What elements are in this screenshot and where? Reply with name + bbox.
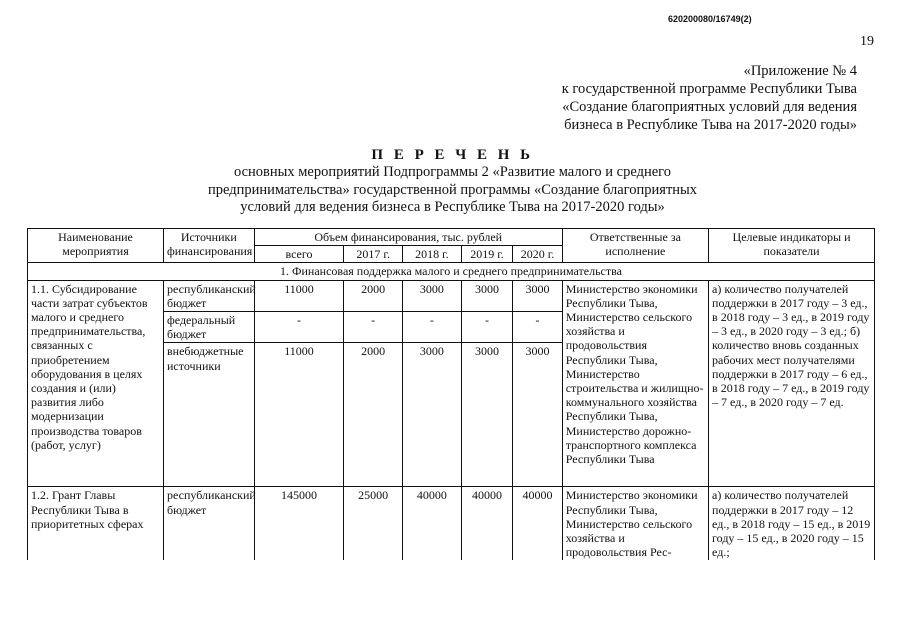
document-id: 620200080/16749(2): [668, 14, 752, 24]
table-row: [28, 487, 875, 561]
document-title: П Е Р Е Ч Е Н Ь: [371, 147, 534, 163]
amount-2018: 3000: [403, 343, 462, 487]
funding-source: республиканский бюджет: [164, 487, 255, 561]
appendix-block: [562, 62, 857, 134]
target-indicators: а) количество получателей поддержки в 2017 году – 3 ед., в 2018 году – 3 ед., в 2019 году – 3 ед., в 2020 году – 3 ед.; б) количество вновь созданных рабочих мест получателями поддержки в 2017 году – 6 ед., в 2018 году – 7 ед., в 2019 году – 7 ед., в 2020 году – 7 ед.: [709, 280, 875, 487]
amount-total: 11000: [254, 280, 344, 311]
header-2018: 2018 г.: [403, 246, 462, 263]
amount-2019: 3000: [461, 280, 513, 311]
page-number: 19: [860, 34, 874, 49]
heading-line: предпринимательства» государственной программы «Создание благоприятных: [207, 181, 698, 198]
amount-total: 145000: [254, 487, 344, 561]
header-2017: 2017 г.: [344, 246, 403, 263]
header-name: Наименование мероприятия: [28, 229, 164, 263]
target-indicators: а) количество получателей поддержки в 2017 году – 12 ед., в 2018 году – 15 ед., в 2019 году – 15 ед., в 2020 году – 15 ед.;: [709, 487, 875, 561]
amount-2017: 2000: [344, 343, 403, 487]
header-funding: Объем финансирования, тыс. рублей: [254, 229, 562, 246]
funding-source: республиканский бюджет: [164, 280, 255, 311]
appendix-line: «Создание благоприятных условий для ведения: [562, 99, 857, 115]
amount-2018: 3000: [403, 280, 462, 311]
measures-table: [27, 228, 875, 560]
header-2020: 2020 г.: [513, 246, 562, 263]
measure-name: 1.1. Субсидирование части затрат субъектов малого и среднего предпринимательства, связанных с приобретением оборудования в целях создания и (или) развития либо модернизации производства товаров (работ, услуг): [28, 280, 164, 487]
amount-2018: -: [403, 312, 462, 343]
heading-line: условий для ведения бизнеса в Республике Тыва на 2017-2020 годы»: [240, 199, 665, 215]
header-2019: 2019 г.: [461, 246, 513, 263]
appendix-line: к государственной программе Республики Тыва: [561, 81, 857, 97]
amount-2019: 3000: [461, 343, 513, 487]
header-responsible: Ответственные за исполнение: [562, 229, 708, 263]
funding-source: внебюджетные источники: [164, 343, 255, 487]
heading-line: основных мероприятий Подпрограммы 2 «Развитие малого и среднего: [233, 164, 672, 180]
responsible-bodies: Министерство экономики Республики Тыва, Министерство сельского хозяйства и продовольствия Рес-: [562, 487, 708, 561]
amount-2017: -: [344, 312, 403, 343]
amount-2019: -: [461, 312, 513, 343]
amount-2017: 2000: [344, 280, 403, 311]
amount-total: 11000: [254, 343, 344, 487]
table-row: [28, 280, 875, 311]
document-heading: [0, 146, 905, 217]
amount-total: -: [254, 312, 344, 343]
amount-2020: 40000: [513, 487, 562, 561]
header-total: всего: [254, 246, 344, 263]
funding-source: федеральный бюджет: [164, 312, 255, 343]
amount-2020: -: [513, 312, 562, 343]
amount-2017: 25000: [344, 487, 403, 561]
section-title: 1. Финансовая поддержка малого и среднего предпринимательства: [28, 263, 875, 280]
amount-2020: 3000: [513, 343, 562, 487]
amount-2018: 40000: [403, 487, 462, 561]
amount-2020: 3000: [513, 280, 562, 311]
measure-name: 1.2. Грант Главы Республики Тыва в приоритетных сферах: [28, 487, 164, 561]
amount-2019: 40000: [461, 487, 513, 561]
appendix-line: бизнеса в Республике Тыва на 2017-2020 годы»: [564, 117, 857, 133]
appendix-line: «Приложение № 4: [743, 63, 857, 79]
header-indicators: Целевые индикаторы и показатели: [709, 229, 875, 263]
responsible-bodies: Министерство экономики Республики Тыва, Министерство сельского хозяйства и продовольствия Республики Тыва, Министерство строительства и жилищно-коммунального хозяйства Республики Тыва, Министерство дорожно-транспортного комплекса Республики Тыва: [562, 280, 708, 487]
header-sources: Источники финансирования: [164, 229, 255, 263]
